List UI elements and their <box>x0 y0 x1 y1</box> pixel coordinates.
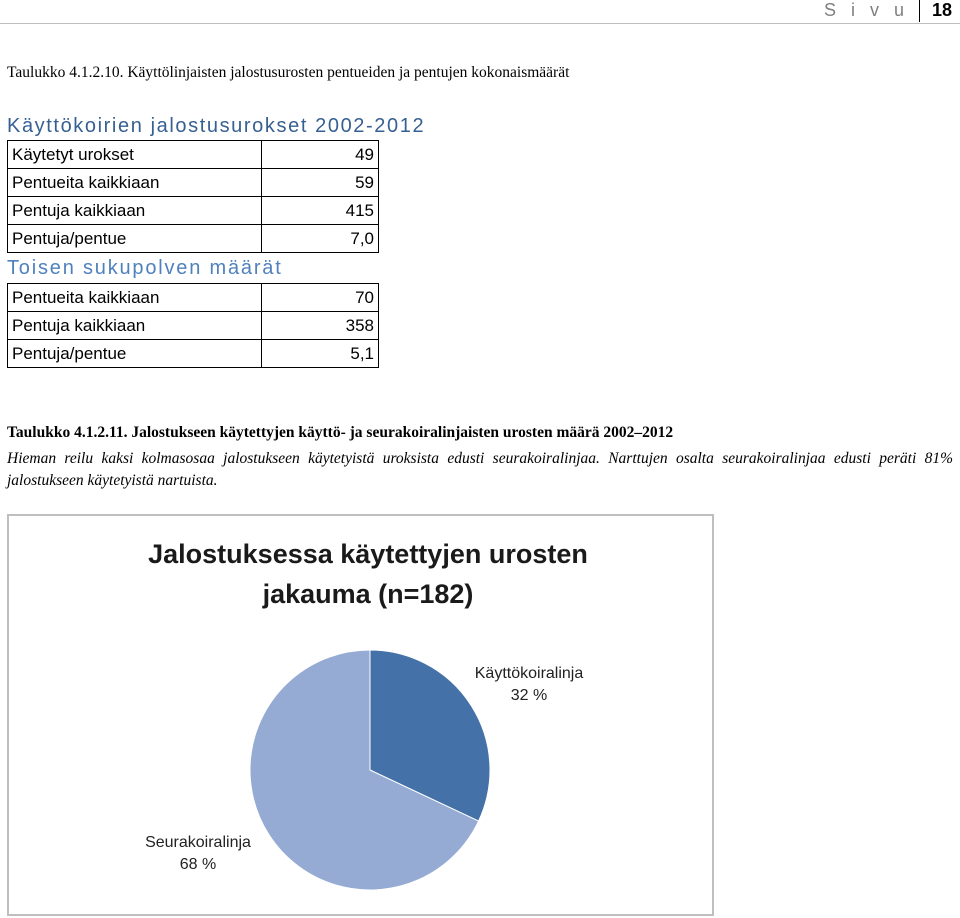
stats-table-2 <box>7 283 379 368</box>
pie-label-kayttokoiralinja: Käyttökoiralinja <box>474 665 584 682</box>
row-label: Pentuja kaikkiaan <box>8 312 262 340</box>
row-value: 7,0 <box>262 225 379 253</box>
pie-label-seurakoiralinja: Seurakoiralinja <box>145 834 251 851</box>
stats-table-1 <box>7 140 379 253</box>
header-divider <box>0 23 960 24</box>
pie-chart <box>9 516 712 914</box>
row-value: 5,1 <box>262 340 379 368</box>
row-label: Käytetyt urokset <box>8 141 262 169</box>
row-value: 70 <box>262 284 379 312</box>
row-label: Pentuja kaikkiaan <box>8 197 262 225</box>
row-value: 49 <box>262 141 379 169</box>
stats-table-block <box>7 112 425 368</box>
row-value: 59 <box>262 169 379 197</box>
pie-value-kayttokoiralinja: 32 % <box>510 687 548 704</box>
page-number: 18 <box>919 0 956 22</box>
row-value: 358 <box>262 312 379 340</box>
row-label: Pentuja/pentue <box>8 340 262 368</box>
row-value: 415 <box>262 197 379 225</box>
table-caption-2: Taulukko 4.1.2.11. Jalostukseen käytettyjen käyttö- ja seurakoiralinjaisten urosten määrä 2002–2012 <box>7 424 674 441</box>
table-row <box>8 340 379 368</box>
table-row <box>8 312 379 340</box>
table-subheading: Toisen sukupolven määrät <box>7 257 283 279</box>
pie-chart-frame <box>7 514 714 916</box>
page-label: S i v u <box>823 0 909 20</box>
pie-value-seurakoiralinja: 68 % <box>179 856 217 873</box>
table-row <box>8 225 379 253</box>
row-label: Pentuja/pentue <box>8 225 262 253</box>
chart-title-line-1: Jalostuksessa käytettyjen urosten <box>148 539 588 569</box>
table-heading: Käyttökoirien jalostusurokset 2002-2012 <box>7 115 426 137</box>
row-label: Pentueita kaikkiaan <box>8 169 262 197</box>
table-caption-1: Taulukko 4.1.2.10. Käyttölinjaisten jalostusurosten pentueiden ja pentujen kokonaismäärät <box>7 64 570 81</box>
table-row <box>8 141 379 169</box>
table-row <box>8 197 379 225</box>
row-label: Pentueita kaikkiaan <box>8 284 262 312</box>
page-header <box>824 0 956 22</box>
table-row <box>8 284 379 312</box>
table-row <box>8 169 379 197</box>
chart-title-line-2: jakauma (n=182) <box>262 579 474 609</box>
body-paragraph: Hieman reilu kaksi kolmasosaa jalostukseen käytetyistä uroksista edusti seurakoiralinjaa. Narttujen osalta seurakoiralinjaa edusti peräti 81% jalostukseen käytetyistä nartuista. <box>7 450 953 489</box>
